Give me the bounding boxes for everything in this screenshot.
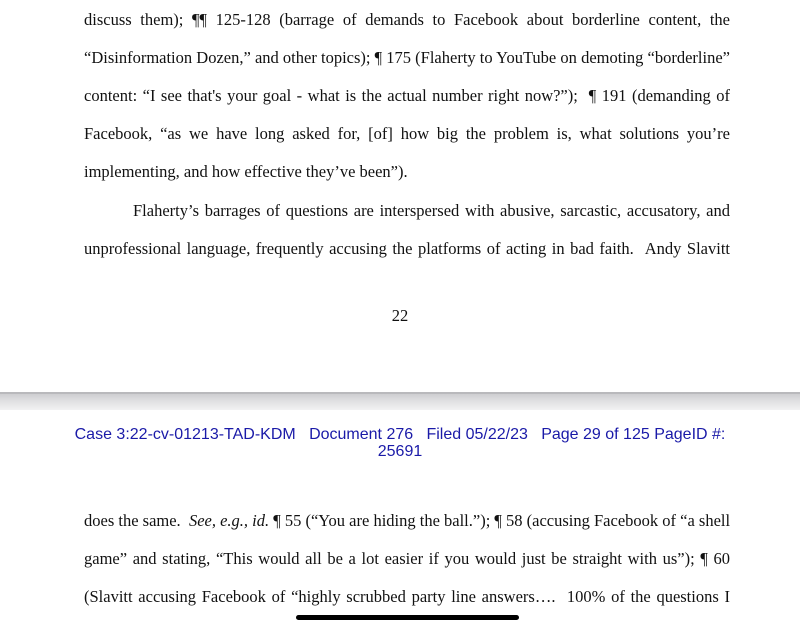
line-text: ¶ 55 (“You are hiding the ball.”); ¶ 58 (accusing Facebook of “a shell: [269, 511, 731, 530]
page-number: 22: [391, 306, 409, 325]
line-text: does the same.: [84, 511, 189, 530]
body-text-line: (Slavitt accusing Facebook of “highly scrubbed party line answers…. 100% of the questions I: [84, 587, 730, 606]
body-text-line: [84, 511, 730, 531]
home-indicator[interactable]: [296, 615, 519, 620]
page-separator-edge: [0, 392, 800, 394]
body-text-line: discuss them); ¶¶ 125-128 (barrage of demands to Facebook about borderline content, the: [84, 10, 730, 29]
body-text-line: unprofessional language, frequently accusing the platforms of acting in bad faith. Andy Slavitt: [84, 239, 730, 258]
body-text-line: Facebook, “as we have long asked for, [of] how big the problem is, what solutions you’re: [84, 124, 730, 143]
case-header-link[interactable]: Case 3:22-cv-01213-TAD-KDM Document 276 Filed 05/22/23 Page 29 of 125 PageID #: 25691: [74, 426, 726, 460]
page-separator: [0, 392, 800, 410]
body-text-line: game” and stating, “This would all be a lot easier if you would just be straight with us”); ¶ 60: [84, 549, 730, 568]
citation-signal: See, e.g., id.: [188, 511, 270, 530]
body-text-line: implementing, and how effective they’ve been”).: [84, 162, 408, 181]
body-text-line: content: “I see that's your goal - what is the actual number right now?”); ¶ 191 (demanding of: [84, 86, 730, 105]
paragraph-first-line: Flaherty’s barrages of questions are interspersed with abusive, sarcastic, accusatory, and: [133, 201, 730, 220]
body-text-line: “Disinformation Dozen,” and other topics); ¶ 175 (Flaherty to YouTube on demoting “borderline”: [84, 48, 730, 67]
